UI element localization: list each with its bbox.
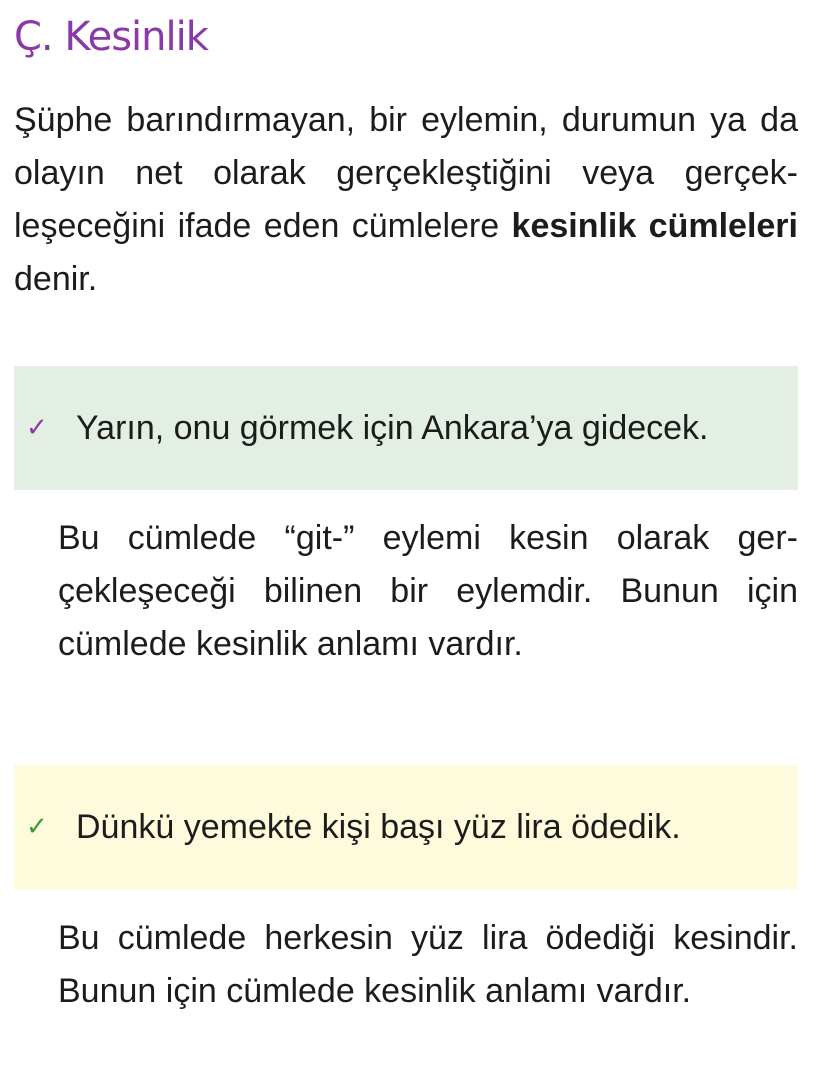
example-sentence-1: Yarın, onu görmek için Ankara’ya gidecek.	[76, 408, 709, 447]
check-icon: ✓	[26, 812, 48, 842]
definition-paragraph	[14, 94, 798, 306]
example-sentence-2: Dünkü yemekte kişi başı yüz lira ödedik.	[76, 807, 681, 846]
definition-term: kesinlik cümleleri	[511, 207, 798, 245]
example-box-1	[14, 366, 798, 490]
check-icon: ✓	[26, 413, 48, 443]
definition-text-start: Şüphe barındırmayan, bir eylemin, durumun ya da olayın net olarak gerçekleştiğini veya gerçekleşeceğini ifade eden cümlelere	[14, 101, 798, 245]
example-explanation-1: Bu cümlede “git-” eylemi kesin olarak gerçekleşeceği bilinen bir eylemdir. Bunun için cümlede kesinlik anlamı vardır.	[58, 519, 798, 663]
section-title: Ç. Kesinlik	[14, 14, 208, 60]
definition-text-end: denir.	[14, 260, 98, 298]
example-box-2	[14, 765, 798, 889]
example-explanation-2: Bu cümlede herkesin yüz lira ödediği kesindir. Bunun için cümlede kesinlik anlamı vardır.	[58, 919, 798, 1010]
